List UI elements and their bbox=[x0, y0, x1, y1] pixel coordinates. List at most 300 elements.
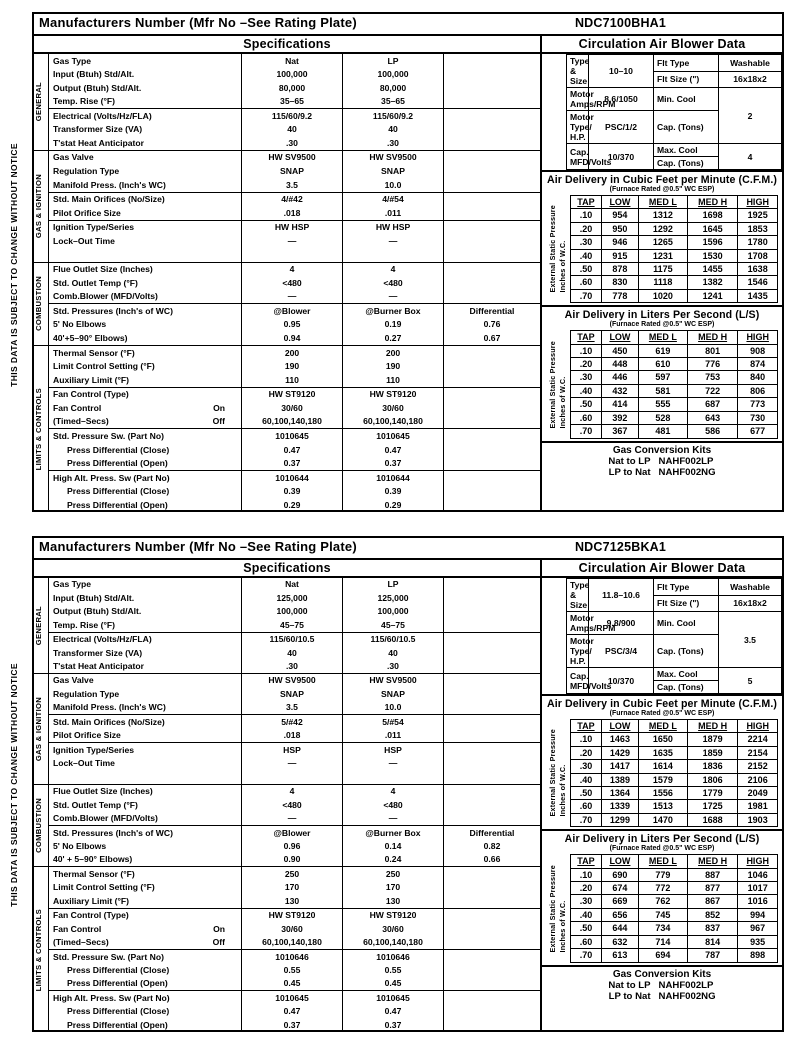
cell-low: 644 bbox=[601, 922, 638, 935]
cell-high: 908 bbox=[738, 344, 778, 357]
value-lockout-nat: — bbox=[242, 234, 343, 247]
mfr-number-label: Manufacturers Number (Mfr No –See Rating Plate) bbox=[39, 15, 357, 30]
cell-med-h: 1879 bbox=[687, 733, 738, 746]
cell-med-l: 581 bbox=[638, 384, 687, 397]
cell-tap: .40 bbox=[571, 908, 602, 921]
value-fan-type-nat: HW ST9120 bbox=[242, 908, 343, 922]
cell-high: 1435 bbox=[738, 289, 778, 302]
value-motor-type: PSC/3/4 bbox=[589, 635, 654, 668]
cell-med-l: 481 bbox=[638, 425, 687, 438]
value-std-press-blower: @Blower bbox=[242, 826, 343, 840]
col-tap: TAP bbox=[571, 196, 602, 209]
unit-panel-ndc7100bha1 bbox=[32, 12, 784, 512]
value-cap-mfd: 10/370 bbox=[589, 144, 654, 170]
cell-high: 840 bbox=[738, 371, 778, 384]
label-nat-to-lp: Nat to LP bbox=[608, 979, 651, 991]
cell-med-l: 1118 bbox=[638, 276, 687, 289]
value-lp-to-nat: NAHF002NG bbox=[658, 466, 716, 478]
cell-tap: .20 bbox=[571, 222, 602, 235]
ls-data-table bbox=[570, 330, 778, 438]
table-header-row bbox=[571, 720, 778, 733]
value-gas-valve-lp: HW SV9500 bbox=[343, 150, 444, 164]
cell-high: 898 bbox=[738, 949, 778, 962]
col-med-h: MED H bbox=[687, 720, 738, 733]
cell-high: 1925 bbox=[738, 209, 778, 222]
value-std-press-diff: Differential bbox=[444, 826, 541, 840]
value-max-cool-tons: 5 bbox=[719, 668, 782, 694]
label-manifold: Manifold Press. (Inch's WC) bbox=[53, 179, 166, 190]
col-high: HIGH bbox=[738, 196, 778, 209]
fan-off-text: Off bbox=[212, 416, 225, 427]
cell-low: 446 bbox=[601, 371, 638, 384]
table-header-row bbox=[571, 855, 778, 868]
cell-tap: .30 bbox=[571, 371, 602, 384]
label-flue: Flue Outlet Size (Inches) bbox=[49, 784, 242, 798]
cell-high: 935 bbox=[738, 935, 778, 948]
blower-data-table bbox=[542, 54, 782, 170]
label-comb-blower: Comb.Blower (MFD/Volts) bbox=[53, 291, 158, 302]
group-limits-controls: LIMITS & CONTROLS bbox=[34, 345, 49, 512]
esp-axis-line1: External Static Pressure bbox=[547, 729, 557, 817]
value-outlet-temp-lp: <480 bbox=[343, 798, 444, 811]
cfm-table-wrap bbox=[542, 193, 782, 305]
value-thermal-lp: 250 bbox=[343, 867, 444, 881]
change-notice-left-top bbox=[6, 20, 22, 510]
value-manifold-lp: 10.0 bbox=[343, 178, 444, 192]
cell-med-h: 1382 bbox=[687, 276, 738, 289]
table-row bbox=[571, 949, 778, 962]
ls-table-title bbox=[542, 829, 782, 852]
value-regulation-nat: SNAP bbox=[242, 687, 343, 700]
cell-tap: .40 bbox=[571, 249, 602, 262]
col-high: HIGH bbox=[738, 855, 778, 868]
value-flt-size: 16x18x2 bbox=[719, 595, 782, 612]
label-cap-tons-min: Cap. (Tons) bbox=[654, 635, 719, 668]
cell-med-h: 852 bbox=[687, 908, 738, 921]
label-std-close: Press Differential (Close) bbox=[67, 444, 170, 455]
ls-table-title bbox=[542, 305, 782, 328]
label-min-cool: Min. Cool bbox=[654, 612, 719, 635]
label-ignition: Ignition Type/Series bbox=[49, 743, 242, 757]
gck-title: Gas Conversion Kits bbox=[612, 968, 712, 980]
cell-tap: .10 bbox=[571, 344, 602, 357]
label-gas-valve: Gas Valve bbox=[49, 673, 242, 687]
cell-low: 669 bbox=[601, 895, 638, 908]
value-lp-to-nat: NAHF002NG bbox=[658, 990, 716, 1002]
change-notice-left-bottom bbox=[6, 545, 22, 1025]
table-row bbox=[571, 895, 778, 908]
label-orifices: Std. Main Orifices (No/Size) bbox=[49, 715, 242, 729]
value-aux-limit-nat: 130 bbox=[242, 894, 343, 908]
cell-tap: .20 bbox=[571, 358, 602, 371]
cell-med-l: 1635 bbox=[638, 746, 687, 759]
value-manifold-lp: 10.0 bbox=[343, 701, 444, 715]
table-row bbox=[571, 787, 778, 800]
label-flt-type: Flt Type bbox=[654, 579, 719, 596]
cell-tap: .60 bbox=[571, 276, 602, 289]
value-flue-lp: 4 bbox=[343, 262, 444, 276]
value-high-close-lp: 0.39 bbox=[343, 485, 444, 498]
model-number: NDC7125BKA1 bbox=[574, 540, 667, 554]
value-ignition-nat: HW HSP bbox=[242, 220, 343, 234]
value-std-close-lp: 0.55 bbox=[343, 964, 444, 977]
cell-tap: .60 bbox=[571, 411, 602, 424]
label-cap-tons-min: Cap. (Tons) bbox=[654, 111, 719, 144]
table-row bbox=[571, 209, 778, 222]
label-thermal: Thermal Sensor (°F) bbox=[49, 867, 242, 881]
cell-med-h: 1836 bbox=[687, 760, 738, 773]
cell-tap: .40 bbox=[571, 384, 602, 397]
change-notice-text: THIS DATA IS SUBJECT TO CHANGE WITHOUT NOTICE bbox=[9, 143, 19, 387]
cell-low: 1339 bbox=[601, 800, 638, 813]
value-thermal-nat: 200 bbox=[242, 345, 343, 359]
cell-med-l: 1175 bbox=[638, 263, 687, 276]
value-nat-to-lp: NAHF002LP bbox=[658, 979, 714, 991]
cell-med-l: 734 bbox=[638, 922, 687, 935]
value-gas-valve-lp: HW SV9500 bbox=[343, 673, 444, 687]
cell-med-h: 1596 bbox=[687, 236, 738, 249]
value-orifices-lp: 4/#54 bbox=[343, 192, 444, 206]
value-thermal-nat: 250 bbox=[242, 867, 343, 881]
esp-axis-line1: External Static Pressure bbox=[547, 864, 557, 953]
value-high-sw-lp: 1010645 bbox=[343, 991, 444, 1005]
cfm-table-title bbox=[542, 170, 782, 193]
fan-timed-text: (Timed–Secs) bbox=[53, 937, 109, 948]
table-row bbox=[571, 425, 778, 438]
group-general: GENERAL bbox=[34, 578, 49, 673]
cell-tap: .70 bbox=[571, 949, 602, 962]
cell-low: 1389 bbox=[601, 773, 638, 786]
label-comb-blower: Comb.Blower (MFD/Volts) bbox=[53, 813, 158, 824]
value-gas-type-extra bbox=[444, 54, 541, 67]
label-flt-size: Flt Size (") bbox=[654, 595, 719, 612]
value-std-open-nat: 0.37 bbox=[242, 457, 343, 471]
cell-low: 674 bbox=[601, 882, 638, 895]
value-thermal-lp: 200 bbox=[343, 345, 444, 359]
cell-low: 1299 bbox=[601, 813, 638, 826]
cell-med-h: 776 bbox=[687, 358, 738, 371]
label-gas-valve: Gas Valve bbox=[49, 150, 242, 164]
value-electrical-lp: 115/60/10.5 bbox=[343, 632, 444, 646]
cell-tap: .70 bbox=[571, 425, 602, 438]
cell-high: 967 bbox=[738, 922, 778, 935]
value-elbows-blower: 0.90 bbox=[242, 853, 343, 867]
cell-med-l: 528 bbox=[638, 411, 687, 424]
cell-high: 730 bbox=[738, 411, 778, 424]
cfm-subtitle: (Furnace Rated @0.5" WC ESP) bbox=[609, 710, 715, 717]
value-min-cool-tons: 2 bbox=[719, 88, 782, 144]
label-std-sw: Std. Pressure Sw. (Part No) bbox=[49, 429, 242, 443]
group-combustion: COMBUSTION bbox=[34, 784, 49, 867]
label-elbows: 40'+5–90° Elbows) bbox=[53, 332, 128, 343]
table-row bbox=[571, 935, 778, 948]
label-nat-to-lp: Nat to LP bbox=[608, 455, 651, 467]
cell-med-l: 1231 bbox=[638, 249, 687, 262]
esp-axis-label bbox=[544, 729, 570, 817]
cell-high: 1708 bbox=[738, 249, 778, 262]
esp-axis-line2: Inches of W.C. bbox=[557, 376, 567, 429]
cell-low: 392 bbox=[601, 411, 638, 424]
label-lockout: Lock–Out Time bbox=[53, 758, 115, 769]
col-med-h: MED H bbox=[687, 855, 738, 868]
label-temp-rise: Temp. Rise (°F) bbox=[53, 96, 116, 107]
value-type-size: 10–10 bbox=[589, 55, 654, 88]
value-fan-off-lp: 60,100,140,180 bbox=[343, 936, 444, 950]
ls-table-wrap bbox=[542, 852, 782, 964]
cell-low: 632 bbox=[601, 935, 638, 948]
value-output-nat: 100,000 bbox=[242, 605, 343, 618]
label-no-elbows: 5' No Elbows bbox=[53, 319, 107, 330]
cell-low: 448 bbox=[601, 358, 638, 371]
label-aux-limit: Auxiliary Limit (°F) bbox=[53, 895, 130, 906]
col-low: LOW bbox=[601, 331, 638, 344]
change-notice-text: THIS DATA IS SUBJECT TO CHANGE WITHOUT NOTICE bbox=[9, 663, 19, 907]
value-high-close-nat: 0.39 bbox=[242, 485, 343, 498]
table-row bbox=[571, 344, 778, 357]
value-fan-on-lp: 30/60 bbox=[343, 401, 444, 414]
cell-tap: .50 bbox=[571, 398, 602, 411]
label-tstat: T'stat Heat Anticipator bbox=[53, 137, 145, 148]
label-ignition: Ignition Type/Series bbox=[49, 220, 242, 234]
value-gas-valve-nat: HW SV9500 bbox=[242, 150, 343, 164]
table-row bbox=[571, 236, 778, 249]
cell-med-h: 1698 bbox=[687, 209, 738, 222]
value-output-lp: 100,000 bbox=[343, 605, 444, 618]
value-std-sw-nat: 1010646 bbox=[242, 950, 343, 964]
value-comb-blower-nat: — bbox=[242, 290, 343, 304]
value-no-elbows-diff: 0.76 bbox=[444, 318, 541, 331]
label-lockout: Lock–Out Time bbox=[53, 235, 115, 246]
value-transformer-nat: 40 bbox=[242, 646, 343, 659]
cell-med-h: 753 bbox=[687, 371, 738, 384]
cell-high: 874 bbox=[738, 358, 778, 371]
label-max-cool: Max. Cool bbox=[654, 144, 719, 157]
value-tstat-nat: .30 bbox=[242, 136, 343, 150]
col-low: LOW bbox=[601, 196, 638, 209]
cell-tap: .10 bbox=[571, 209, 602, 222]
label-motor-type: Motor Type/ H.P. bbox=[567, 635, 589, 668]
cell-med-l: 597 bbox=[638, 371, 687, 384]
value-gas-type-nat: Nat bbox=[242, 54, 343, 67]
value-gas-type-lp: LP bbox=[343, 54, 444, 67]
value-fan-off-nat: 60,100,140,180 bbox=[242, 936, 343, 950]
esp-axis-label bbox=[544, 865, 570, 953]
value-temp-rise-lp: 35–65 bbox=[343, 94, 444, 108]
cfm-table-wrap bbox=[542, 717, 782, 829]
value-electrical-nat: 115/60/10.5 bbox=[242, 632, 343, 646]
value-pilot-nat: .018 bbox=[242, 729, 343, 743]
col-med-l: MED L bbox=[638, 720, 687, 733]
blower-data-heading: Circulation Air Blower Data bbox=[542, 36, 782, 54]
value-lockout-lp: — bbox=[343, 757, 444, 770]
value-transformer-lp: 40 bbox=[343, 646, 444, 659]
label-fan-timed-off bbox=[49, 415, 242, 429]
value-limit-ctrl-nat: 190 bbox=[242, 360, 343, 373]
value-std-open-lp: 0.37 bbox=[343, 457, 444, 471]
panel-title-row bbox=[34, 14, 782, 36]
ls-table-wrap bbox=[542, 328, 782, 440]
value-orifices-nat: 4/#42 bbox=[242, 192, 343, 206]
specifications-heading: Specifications bbox=[34, 36, 540, 54]
value-no-elbows-blower: 0.96 bbox=[242, 840, 343, 853]
label-type-size: Type & Size bbox=[567, 55, 589, 88]
value-high-sw-lp: 1010644 bbox=[343, 471, 444, 485]
value-outlet-temp-lp: <480 bbox=[343, 276, 444, 289]
cell-low: 954 bbox=[601, 209, 638, 222]
value-std-open-lp: 0.45 bbox=[343, 977, 444, 991]
col-tap: TAP bbox=[571, 855, 602, 868]
cell-med-l: 762 bbox=[638, 895, 687, 908]
value-no-elbows-burner: 0.14 bbox=[343, 840, 444, 853]
label-cap-mfd: Cap. MFD/Volts bbox=[567, 668, 589, 694]
cell-med-l: 1292 bbox=[638, 222, 687, 235]
cfm-table-title bbox=[542, 694, 782, 717]
cell-high: 994 bbox=[738, 908, 778, 921]
value-aux-limit-lp: 110 bbox=[343, 373, 444, 387]
value-std-sw-lp: 1010645 bbox=[343, 429, 444, 443]
label-aux-limit: Auxiliary Limit (°F) bbox=[53, 374, 130, 385]
value-std-press-blower: @Blower bbox=[242, 304, 343, 318]
cell-med-h: 1645 bbox=[687, 222, 738, 235]
col-high: HIGH bbox=[738, 720, 778, 733]
cell-high: 1017 bbox=[738, 882, 778, 895]
value-comb-blower-nat: — bbox=[242, 812, 343, 826]
label-fan-type: Fan Control (Type) bbox=[49, 387, 242, 401]
value-transformer-lp: 40 bbox=[343, 123, 444, 136]
cell-med-h: 1688 bbox=[687, 813, 738, 826]
label-min-cool: Min. Cool bbox=[654, 88, 719, 111]
value-max-cool-tons: 4 bbox=[719, 144, 782, 170]
table-row bbox=[571, 922, 778, 935]
label-limit-ctrl: Limit Control Setting (°F) bbox=[53, 361, 155, 372]
value-std-sw-nat: 1010645 bbox=[242, 429, 343, 443]
col-high: HIGH bbox=[738, 331, 778, 344]
cell-low: 778 bbox=[601, 289, 638, 302]
label-pilot: Pilot Orifice Size bbox=[53, 207, 121, 218]
value-regulation-lp: SNAP bbox=[343, 164, 444, 177]
cell-med-l: 619 bbox=[638, 344, 687, 357]
group-limits-controls: LIMITS & CONTROLS bbox=[34, 867, 49, 1032]
cell-med-h: 1455 bbox=[687, 263, 738, 276]
cell-med-l: 1513 bbox=[638, 800, 687, 813]
cell-tap: .70 bbox=[571, 289, 602, 302]
cell-low: 613 bbox=[601, 949, 638, 962]
value-regulation-nat: SNAP bbox=[242, 164, 343, 177]
ls-subtitle: (Furnace Rated @0.5" WC ESP) bbox=[609, 845, 715, 853]
gck-title: Gas Conversion Kits bbox=[612, 444, 712, 456]
cell-med-l: 694 bbox=[638, 949, 687, 962]
cell-med-l: 745 bbox=[638, 908, 687, 921]
table-row bbox=[571, 249, 778, 262]
mfr-number-label: Manufacturers Number (Mfr No –See Rating Plate) bbox=[39, 539, 357, 554]
table-row bbox=[571, 760, 778, 773]
cell-tap: .30 bbox=[571, 236, 602, 249]
cell-tap: .50 bbox=[571, 263, 602, 276]
table-row bbox=[571, 276, 778, 289]
cell-low: 830 bbox=[601, 276, 638, 289]
cell-high: 677 bbox=[738, 425, 778, 438]
value-min-cool-tons: 3.5 bbox=[719, 612, 782, 668]
label-max-cool: Max. Cool bbox=[654, 668, 719, 681]
value-comb-blower-lp: — bbox=[343, 812, 444, 826]
table-row bbox=[571, 868, 778, 881]
value-fan-on-nat: 30/60 bbox=[242, 401, 343, 414]
table-row bbox=[571, 384, 778, 397]
value-transformer-nat: 40 bbox=[242, 123, 343, 136]
cell-high: 806 bbox=[738, 384, 778, 397]
cell-low: 915 bbox=[601, 249, 638, 262]
value-high-sw-nat: 1010645 bbox=[242, 991, 343, 1005]
group-gas-ignition: GAS & IGNITION bbox=[34, 673, 49, 784]
fan-timed-text: (Timed–Secs) bbox=[53, 416, 109, 427]
cell-med-h: 1530 bbox=[687, 249, 738, 262]
cell-med-h: 1241 bbox=[687, 289, 738, 302]
label-transformer: Transformer Size (VA) bbox=[53, 124, 143, 135]
value-high-open-lp: 0.29 bbox=[343, 498, 444, 512]
table-header-row bbox=[571, 331, 778, 344]
label-output: Output (Btuh) Std/Alt. bbox=[53, 82, 142, 93]
value-motor-amps: 8.6/1050 bbox=[589, 88, 654, 111]
fan-off-text: Off bbox=[212, 937, 225, 948]
label-cap-tons-max: Cap. (Tons) bbox=[654, 157, 719, 170]
label-gas-type: Gas Type bbox=[53, 55, 92, 66]
cell-high: 1016 bbox=[738, 895, 778, 908]
cell-high: 1780 bbox=[738, 236, 778, 249]
cell-med-l: 555 bbox=[638, 398, 687, 411]
table-row bbox=[571, 746, 778, 759]
value-outlet-temp-nat: <480 bbox=[242, 798, 343, 811]
cell-low: 690 bbox=[601, 868, 638, 881]
cell-med-l: 1470 bbox=[638, 813, 687, 826]
cell-tap: .60 bbox=[571, 800, 602, 813]
table-row bbox=[571, 263, 778, 276]
value-std-press-burner: @Burner Box bbox=[343, 304, 444, 318]
cell-low: 950 bbox=[601, 222, 638, 235]
label-electrical: Electrical (Volts/Hz/FLA) bbox=[49, 109, 242, 123]
cell-high: 1981 bbox=[738, 800, 778, 813]
label-std-press: Std. Pressures (Inch's of WC) bbox=[49, 304, 242, 318]
value-regulation-lp: SNAP bbox=[343, 687, 444, 700]
value-electrical-nat: 115/60/9.2 bbox=[242, 109, 343, 123]
blower-column bbox=[542, 36, 782, 512]
label-fan-timed-off bbox=[49, 936, 242, 950]
col-med-l: MED L bbox=[638, 331, 687, 344]
table-row bbox=[571, 800, 778, 813]
value-fan-type-nat: HW ST9120 bbox=[242, 387, 343, 401]
cell-med-l: 1265 bbox=[638, 236, 687, 249]
cfm-subtitle: (Furnace Rated @0.5" WC ESP) bbox=[609, 186, 715, 193]
col-low: LOW bbox=[601, 855, 638, 868]
cell-med-h: 722 bbox=[687, 384, 738, 397]
value-tstat-lp: .30 bbox=[343, 659, 444, 673]
value-high-sw-nat: 1010644 bbox=[242, 471, 343, 485]
label-high-sw: High Alt. Press. Sw (Part No) bbox=[49, 991, 242, 1005]
specifications-column bbox=[34, 36, 542, 512]
value-high-open-lp: 0.37 bbox=[343, 1018, 444, 1032]
label-lp-to-nat: LP to Nat bbox=[608, 466, 651, 478]
value-std-close-nat: 0.47 bbox=[242, 443, 343, 456]
value-std-close-nat: 0.55 bbox=[242, 964, 343, 977]
cell-high: 1046 bbox=[738, 868, 778, 881]
ls-title-text: Air Delivery in Liters Per Second (L/S) bbox=[564, 309, 760, 322]
label-thermal: Thermal Sensor (°F) bbox=[49, 345, 242, 359]
value-comb-blower-lp: — bbox=[343, 290, 444, 304]
cell-tap: .20 bbox=[571, 882, 602, 895]
value-elbows-diff: 0.67 bbox=[444, 331, 541, 345]
cell-med-h: 1779 bbox=[687, 787, 738, 800]
cell-tap: .40 bbox=[571, 773, 602, 786]
value-aux-limit-lp: 130 bbox=[343, 894, 444, 908]
